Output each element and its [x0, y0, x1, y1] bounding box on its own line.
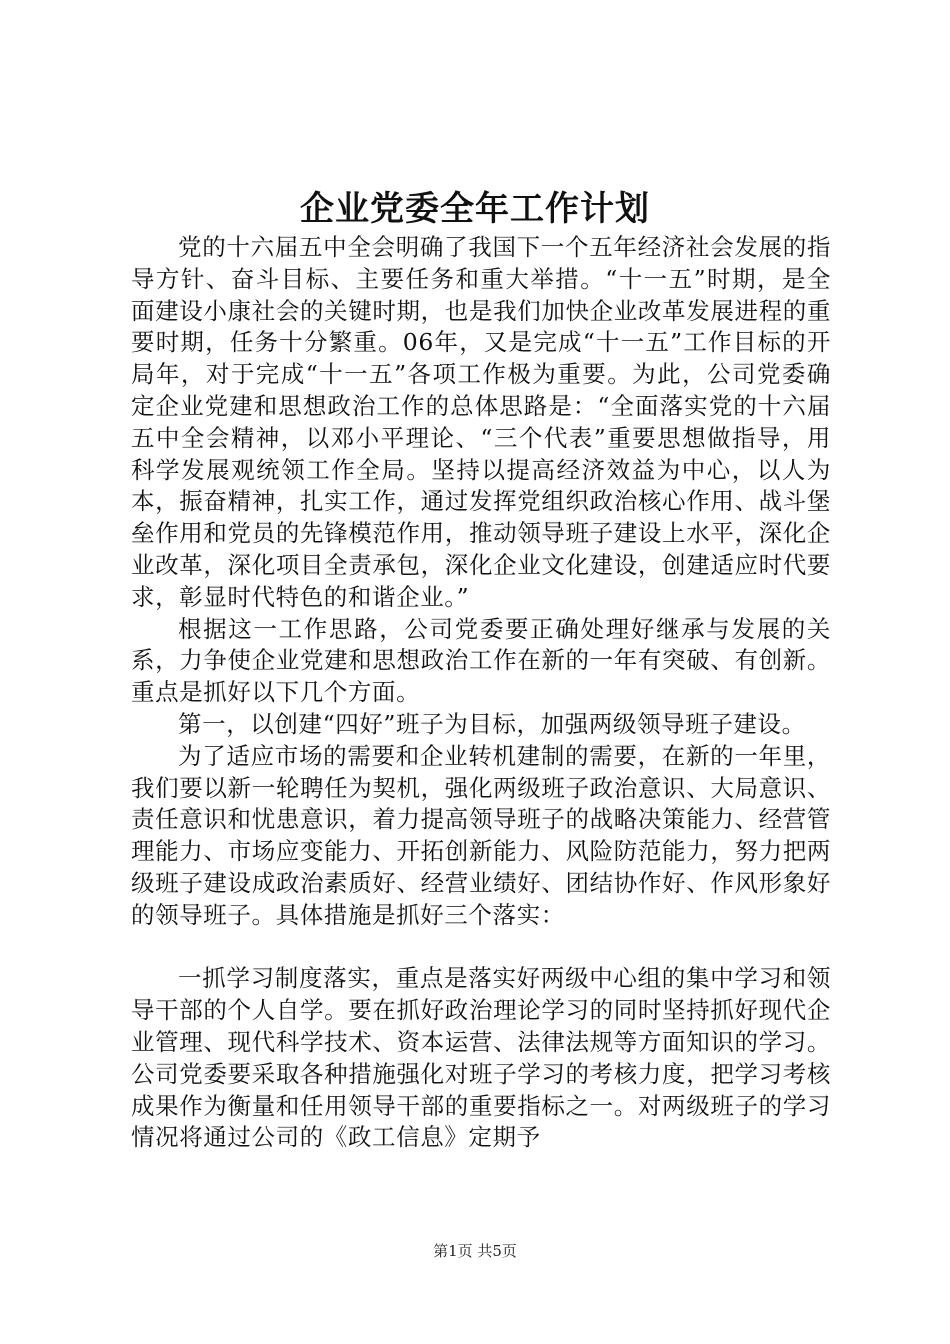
page-footer: 第1页 共5页	[433, 1242, 517, 1260]
paragraph-intro: 党的十六届五中全会明确了我国下一个五年经济社会发展的指导方针、奋斗目标、主要任务和重大举措。“十一五”时期，是全面建设小康社会的关键时期，也是我们加快企业改革发展进程的重要时期，任务十分繁重。06年，又是完成“十一五”工作目标的开局年，对于完成“十一五”各项工作极为重要。为此，公司党委确定企业党建和思想政治工作的总体思路是：“全面落实党的十六届五中全会精神，以邓小平理论、“三个代表”重要思想做指导，用科学发展观统领工作全局。坚持以提高经济效益为中心，以人为本，振奋精神，扎实工作，通过发挥党组织政治核心作用、战斗堡垒作用和党员的先锋模范作用，推动领导班子建设上水平，深化企业改革，深化项目全责承包，深化企业文化建设，创建适应时代要求，彰显时代特色的和谐企业。”	[131, 233, 831, 611]
paragraph-leadership: 为了适应市场的需要和企业转机建制的需要，在新的一年里，我们要以新一轮聘任为契机，强化两级班子政治意识、大局意识、责任意识和忧患意识，着力提高领导班子的战略决策能力、经营管理能力、市场应变能力、开拓创新能力、风险防范能力，努力把两级班子建设成政治素质好、经营业绩好、团结协作好、作风形象好的领导班子。具体措施是抓好三个落实：	[131, 741, 831, 929]
paragraph-first-point: 第一，以创建“四好”班子为目标，加强两级领导班子建设。	[178, 709, 806, 738]
document-body	[131, 232, 831, 1154]
paragraph-study-system: 一抓学习制度落实，重点是落实好两级中心组的集中学习和领导干部的个人自学。要在抓好政治理论学习的同时坚持抓好现代企业管理、现代科学技术、资本运营、法律法规等方面知识的学习。公司党委要采取各种措施强化对班子学习的考核力度，把学习考核成果作为衡量和任用领导干部的重要指标之一。对两级班子的学习情况将通过公司的《政工信息》定期予	[131, 964, 831, 1152]
paragraph-approach: 根据这一工作思路，公司党委要正确处理好继承与发展的关系，力争使企业党建和思想政治工作在新的一年有突破、有创新。重点是抓好以下几个方面。	[131, 614, 831, 707]
document-title: 企业党委全年工作计划	[300, 189, 650, 229]
blank-line	[131, 932, 831, 964]
